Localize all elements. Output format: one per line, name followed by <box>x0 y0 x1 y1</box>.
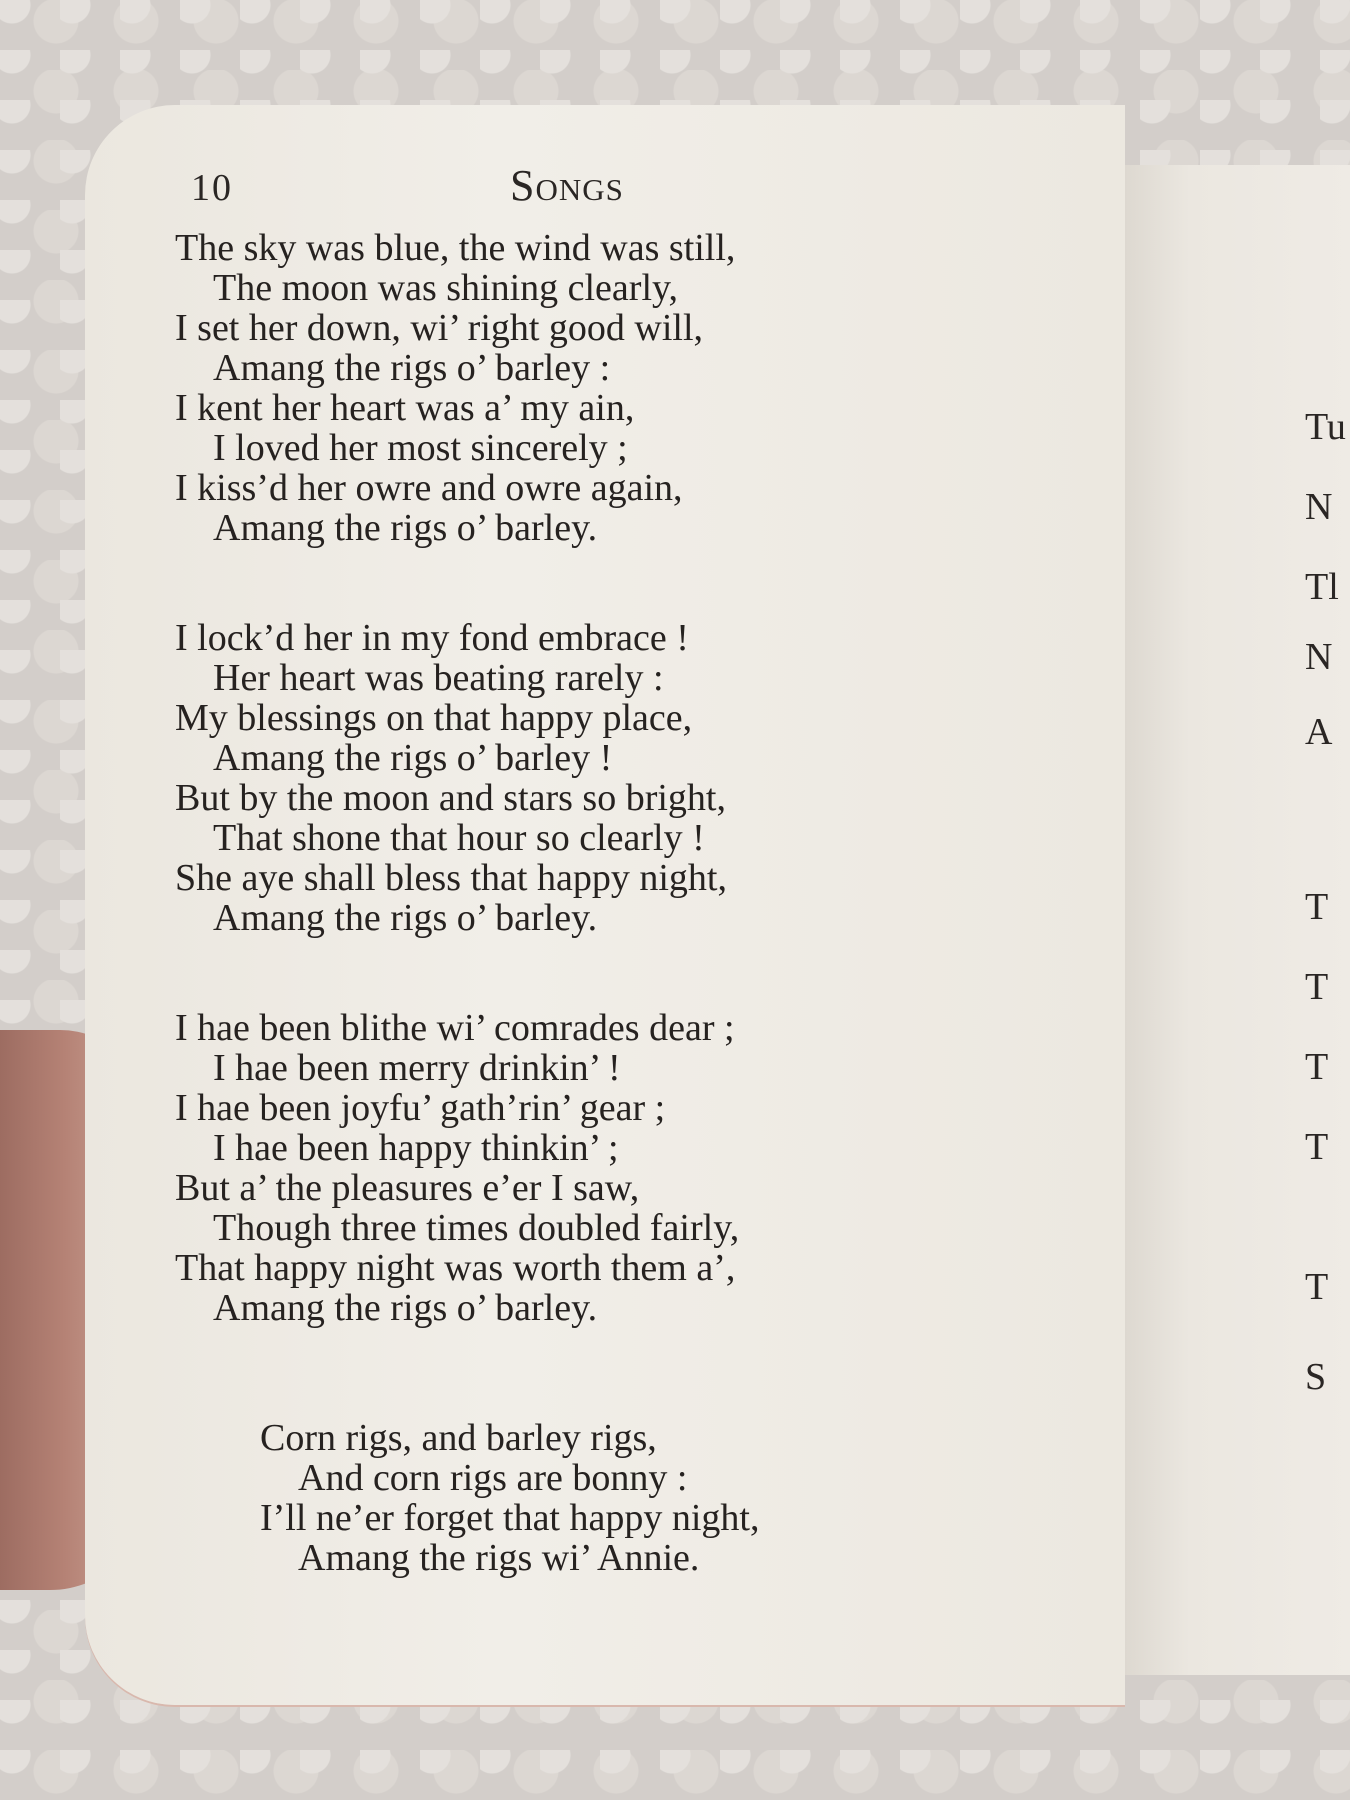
chorus-line: And corn rigs are bonny : <box>298 1457 688 1499</box>
verse-line: I lock’d her in my fond embrace ! <box>175 617 689 659</box>
fragment: T <box>1305 1046 1329 1088</box>
fragment: T <box>1305 1266 1329 1308</box>
verse-line: I hae been happy thinkin’ ; <box>213 1127 619 1169</box>
fragment: A <box>1305 711 1333 753</box>
verse-line: The moon was shining clearly, <box>213 267 679 309</box>
chorus-line: I’ll ne’er forget that happy night, <box>260 1497 760 1539</box>
verse-line: She aye shall bless that happy night, <box>175 857 727 899</box>
stanza-3 <box>175 1008 739 1328</box>
fragment: N <box>1305 486 1333 528</box>
verse-line: But a’ the pleasures e’er I saw, <box>175 1167 640 1209</box>
verse-line: Her heart was beating rarely : <box>213 657 664 699</box>
verse-line: I loved her most sincerely ; <box>213 427 628 469</box>
verse-line: I set her down, wi’ right good will, <box>175 307 704 349</box>
stanza-2 <box>175 618 727 938</box>
chorus <box>260 1418 759 1578</box>
verse-line: But by the moon and stars so bright, <box>175 777 726 819</box>
page-header <box>185 160 1005 220</box>
chorus-line: Corn rigs, and barley rigs, <box>260 1417 657 1459</box>
verse-line: Amang the rigs o’ barley. <box>213 897 598 939</box>
verse-line: Amang the rigs o’ barley : <box>213 347 611 389</box>
verse-line: Amang the rigs o’ barley ! <box>213 737 613 779</box>
fragment: Tl <box>1305 566 1339 608</box>
fragment: T <box>1305 966 1329 1008</box>
verse-line: Amang the rigs o’ barley. <box>213 507 598 549</box>
fragment: N <box>1305 636 1333 678</box>
verse-line: I kent her heart was a’ my ain, <box>175 387 635 429</box>
verse-line: I hae been merry drinkin’ ! <box>213 1047 621 1089</box>
verse-line: Amang the rigs o’ barley. <box>213 1287 598 1329</box>
running-title: Songs <box>510 161 624 210</box>
page-number: 10 <box>191 167 233 209</box>
fragment: S <box>1305 1356 1327 1398</box>
fragment: T <box>1305 886 1329 928</box>
stanza-1 <box>175 228 735 548</box>
verse-line: I hae been blithe wi’ comrades dear ; <box>175 1007 735 1049</box>
verse-line: That shone that hour so clearly ! <box>213 817 705 859</box>
fragment: Tu <box>1305 406 1346 448</box>
verse-line: I hae been joyfu’ gath’rin’ gear ; <box>175 1087 666 1129</box>
verse-line: The sky was blue, the wind was still, <box>175 227 736 269</box>
verse-line: Though three times doubled fairly, <box>213 1207 740 1249</box>
chorus-line: Amang the rigs wi’ Annie. <box>298 1537 700 1579</box>
verse-line: My blessings on that happy place, <box>175 697 693 739</box>
verse-line: I kiss’d her owre and owre again, <box>175 467 683 509</box>
fragment: T <box>1305 1126 1329 1168</box>
verse-line: That happy night was worth them a’, <box>175 1247 736 1289</box>
